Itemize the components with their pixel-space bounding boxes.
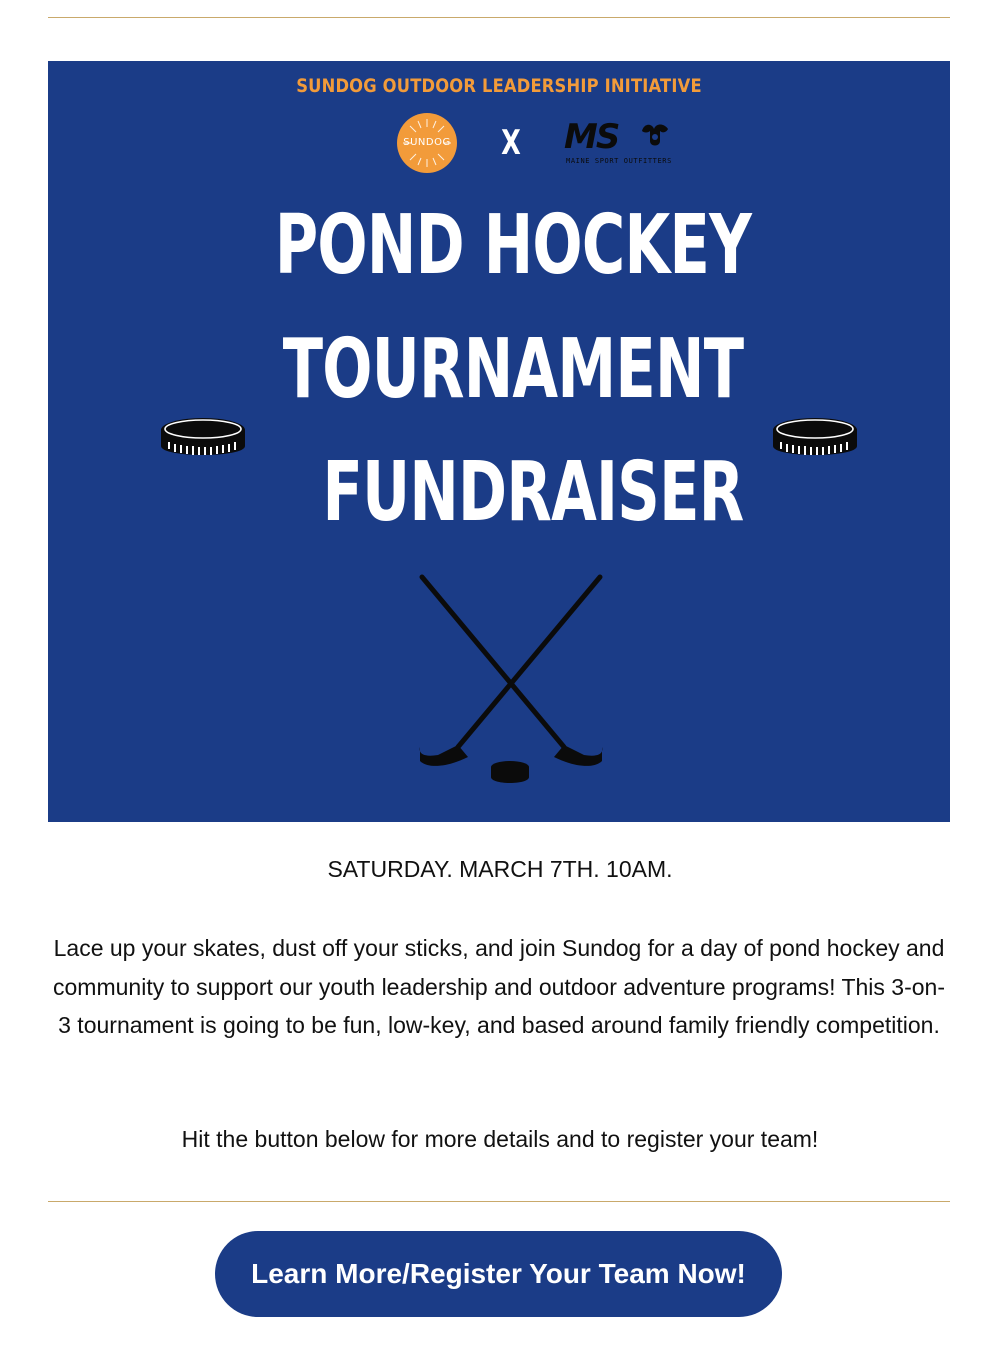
mso-logo-subtext: MAINE SPORT OUTFITTERS: [566, 157, 672, 165]
moose-icon: [638, 121, 672, 151]
register-team-button[interactable]: Learn More/Register Your Team Now!: [215, 1231, 782, 1317]
collaboration-x: X: [501, 123, 521, 163]
sundog-logo-text: SUNDOG: [403, 137, 451, 148]
banner-kicker: SUNDOG OUTDOOR LEADERSHIP INITIATIVE: [296, 75, 702, 97]
hockey-puck-icon: [771, 414, 859, 466]
event-banner-image: [48, 61, 950, 822]
crossed-hockey-sticks-icon: [414, 571, 610, 787]
top-divider: [48, 17, 950, 18]
cta-prompt: Hit the button below for more details and to register your team!: [181, 1126, 819, 1152]
mso-logo-mark: MS: [564, 117, 619, 157]
banner-title-line-3: FUNDRAISER: [322, 445, 744, 540]
section-divider: [48, 1201, 950, 1202]
sundog-logo: [397, 113, 457, 173]
banner-title-line-1: POND HOCKEY: [274, 198, 752, 293]
event-date: SATURDAY. MARCH 7TH. 10AM.: [327, 856, 673, 882]
event-description: Lace up your skates, dust off your sticks, and join Sundog for a day of pond hockey and community to support our youth leadership and outdoor adventure programs! This 3-on-3 tournament is going to be fun, low-key, and based around family friendly competition.: [53, 935, 945, 1038]
mso-logo: [564, 117, 674, 173]
banner-title-line-2: TOURNAMENT: [282, 322, 744, 417]
hockey-puck-icon: [159, 414, 247, 466]
